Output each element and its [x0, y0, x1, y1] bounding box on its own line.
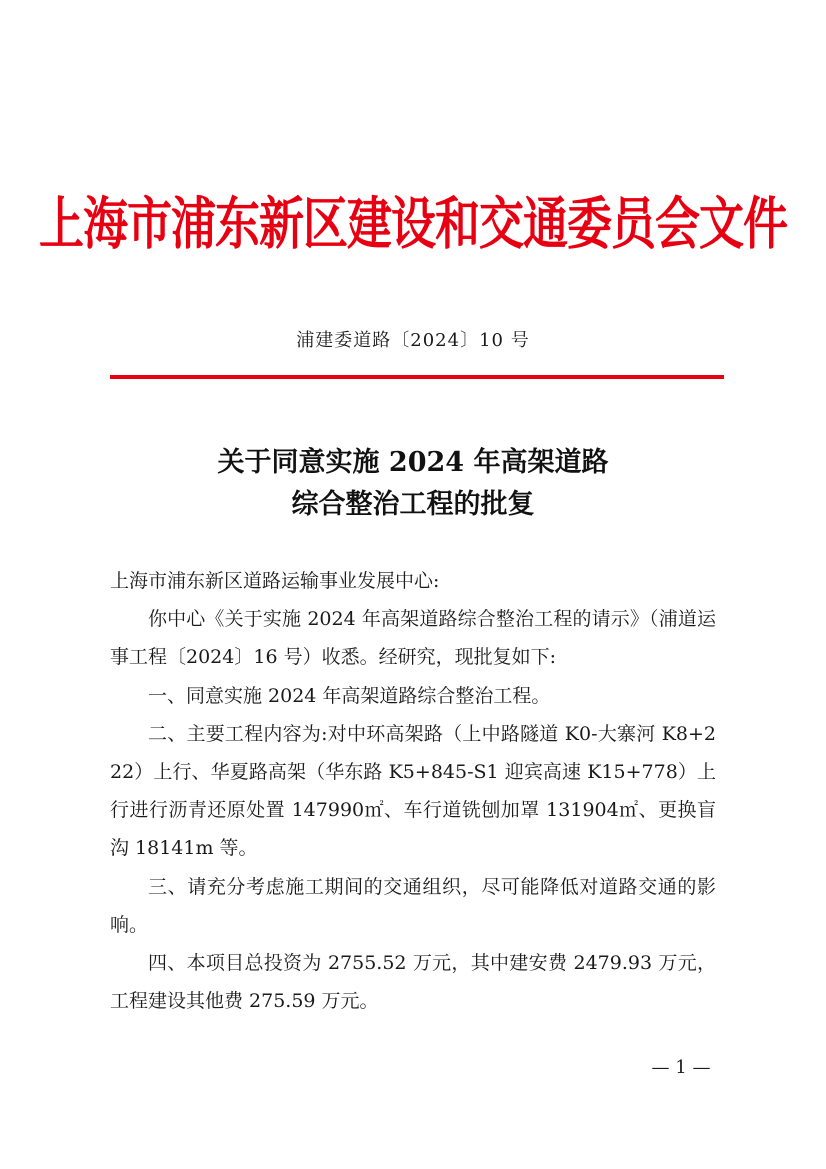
paragraph-reference: 你中心《关于实施 2024 年高架道路综合整治工程的请示》（浦道运事工程〔2024〕16 号）收悉。经研究，现批复如下:	[110, 608, 716, 669]
paragraph-item-2: 二、主要工程内容为:对中环高架路（上中路隧道 K0-大寨河 K8+222）上行、华夏路高架（华东路 K5+845-S1 迎宾高速 K15+778）上行进行沥青还原处置 147990㎡、车行道铣刨加罩 131904㎡、更换盲沟 18141m 等。	[110, 722, 716, 860]
page-number: — 1 —	[651, 1057, 711, 1078]
document-subject	[0, 442, 826, 526]
document-body	[110, 562, 716, 1020]
subject-line-1: 关于同意实施 2024 年高架道路	[217, 447, 609, 478]
issuing-authority-title: 上海市浦东新区建设和交通委员会文件	[38, 190, 787, 257]
paragraph-item-1: 一、同意实施 2024 年高架道路综合整治工程。	[148, 684, 551, 707]
paragraph-item-4: 四、本项目总投资为 2755.52 万元，其中建安费 2479.93 万元，工程建设其他费 275.59 万元。	[110, 952, 716, 1013]
addressee: 上海市浦东新区道路运输事业发展中心:	[110, 570, 440, 592]
subject-line-2: 综合整治工程的批复	[291, 489, 535, 520]
red-divider-line	[110, 375, 724, 379]
paragraph-item-3: 三、请充分考虑施工期间的交通组织，尽可能降低对道路交通的影响。	[110, 875, 716, 936]
document-number: 浦建委道路〔2024〕10 号	[296, 330, 530, 351]
